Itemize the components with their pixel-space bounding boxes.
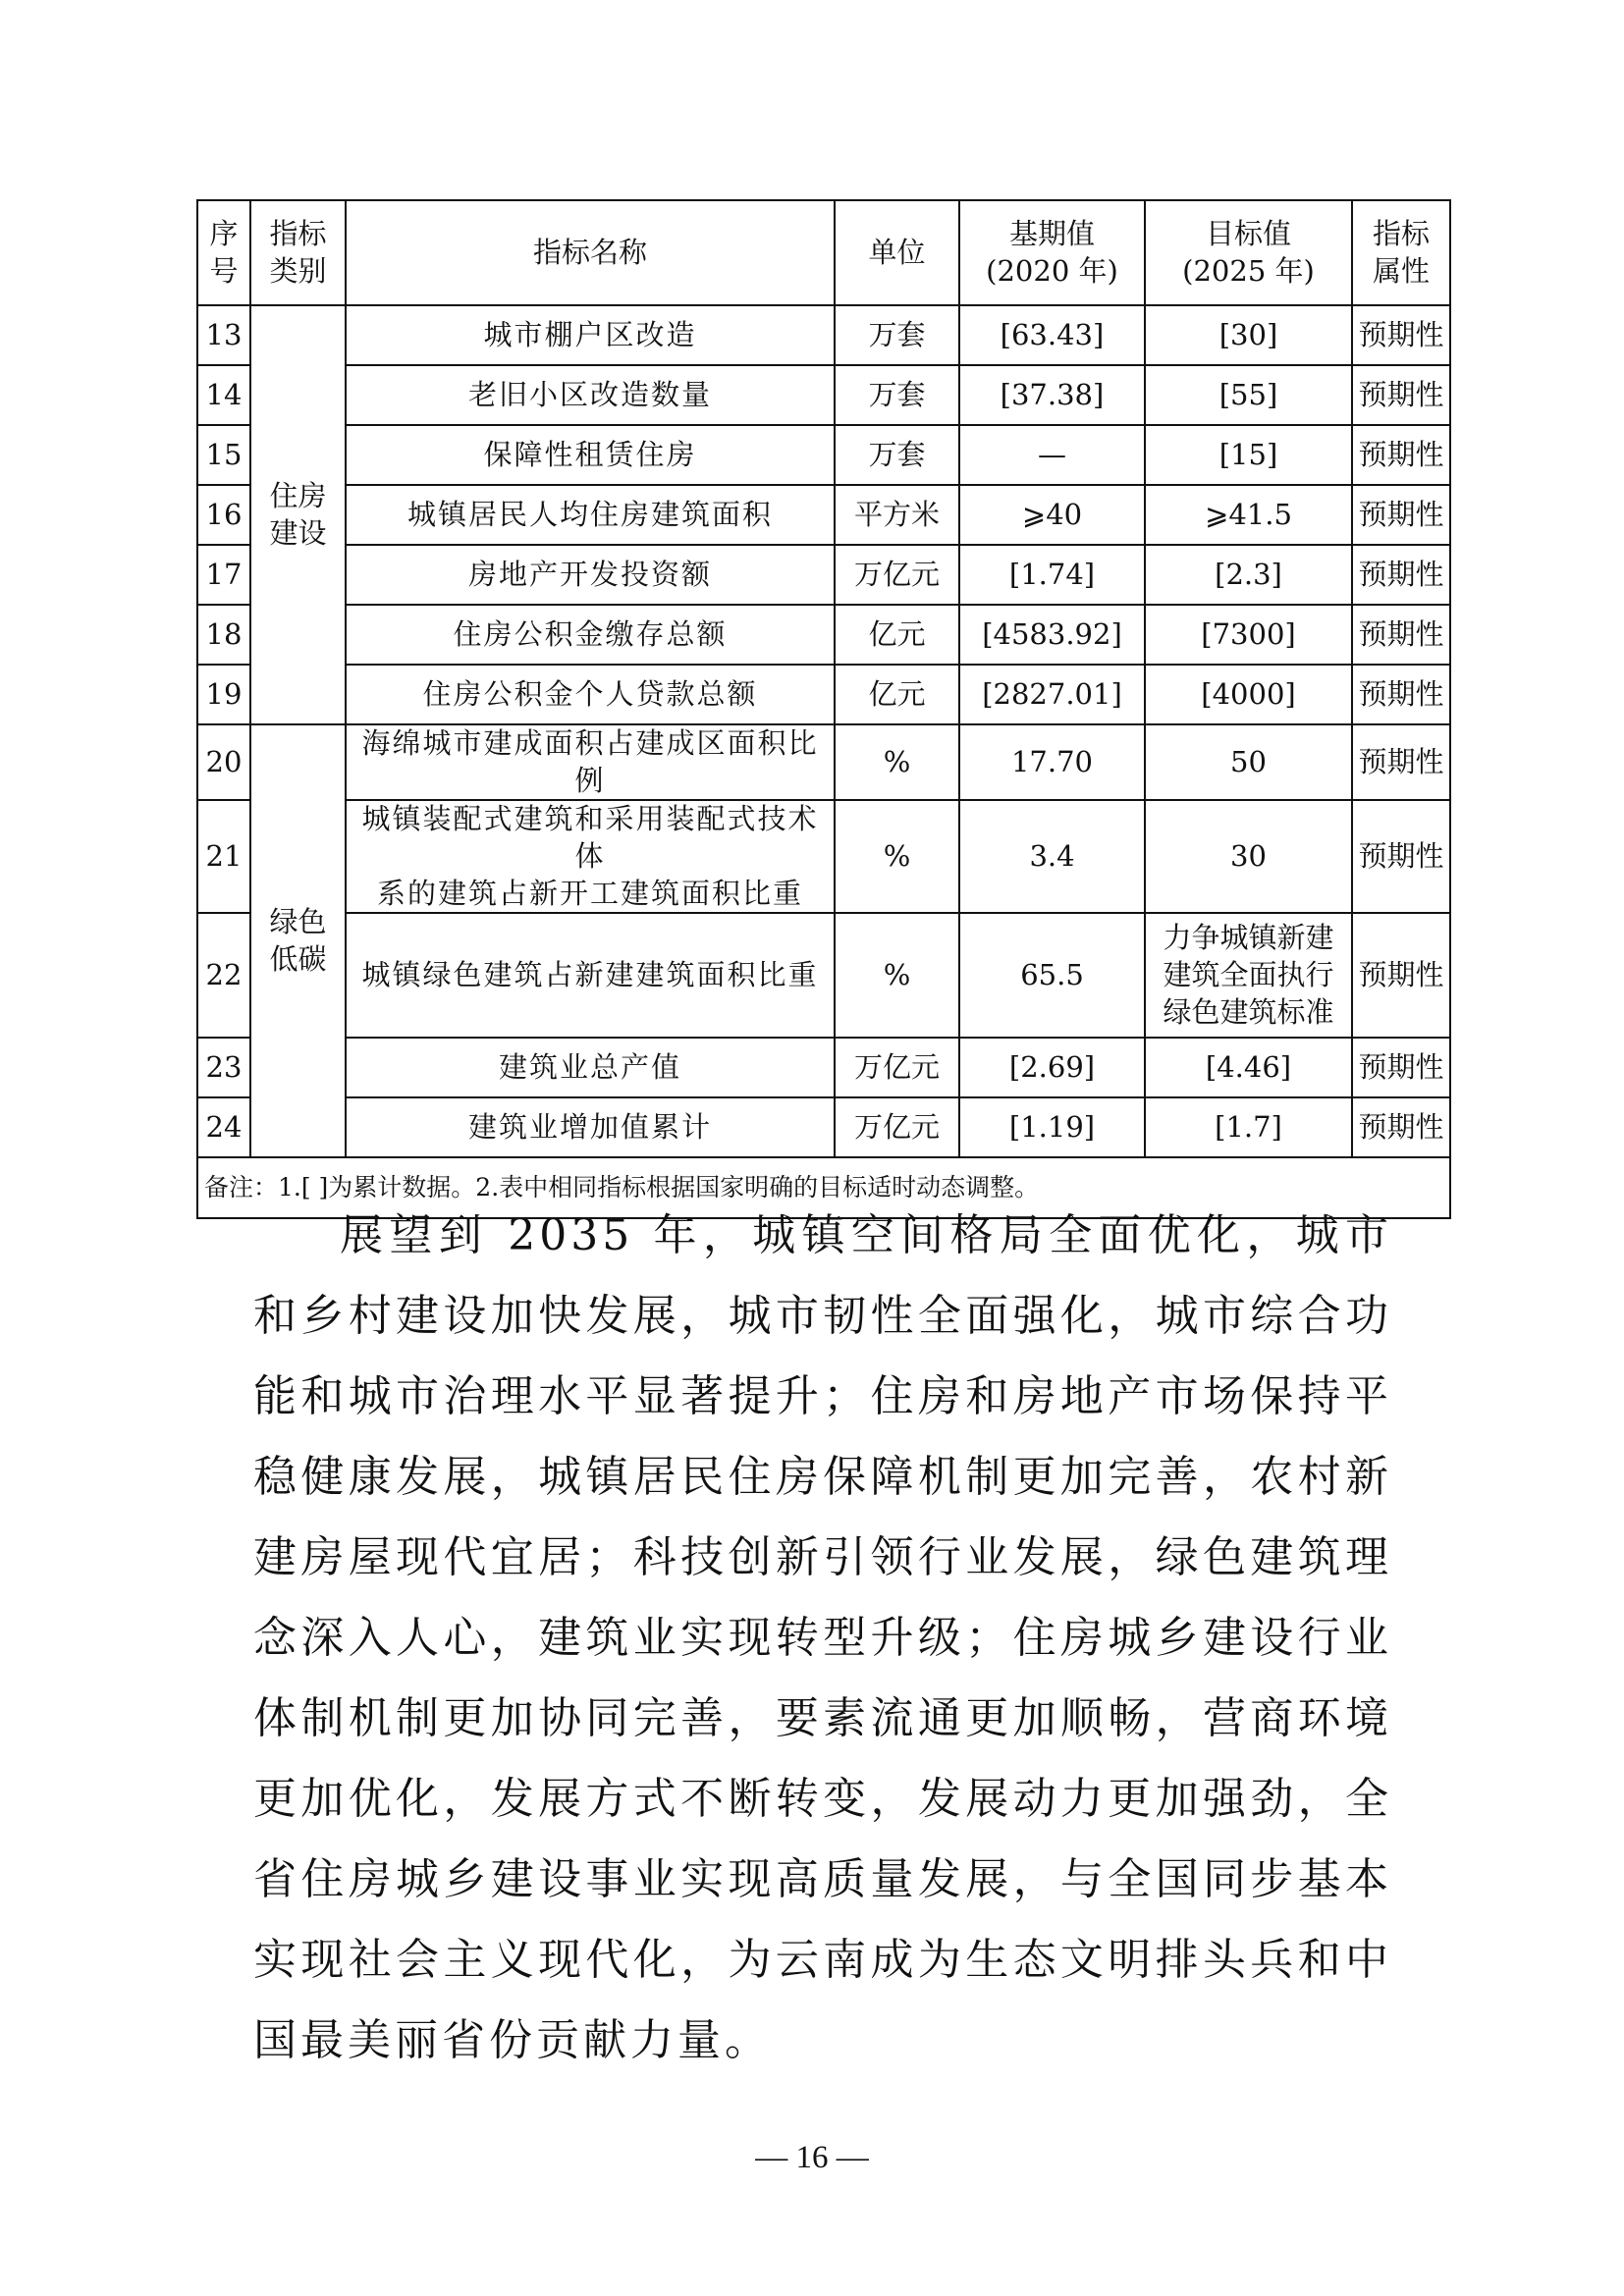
header-category: 指标 类别 bbox=[250, 200, 346, 305]
table-row bbox=[197, 545, 1450, 605]
cell-attribute: 预期性 bbox=[1352, 605, 1450, 665]
header-name: 指标名称 bbox=[346, 200, 835, 305]
cell-indicator-name: 老旧小区改造数量 bbox=[346, 365, 835, 425]
cell-category: 绿色 低碳 bbox=[250, 724, 346, 1157]
cell-base-value: 17.70 bbox=[959, 724, 1145, 800]
cell-attribute: 预期性 bbox=[1352, 1097, 1450, 1157]
table-row bbox=[197, 1097, 1450, 1157]
cell-unit: 亿元 bbox=[835, 605, 959, 665]
cell-attribute: 预期性 bbox=[1352, 800, 1450, 913]
table-row bbox=[197, 913, 1450, 1038]
table-row bbox=[197, 305, 1450, 365]
cell-seq: 16 bbox=[197, 485, 250, 545]
cell-attribute: 预期性 bbox=[1352, 1038, 1450, 1097]
cell-base-value: [2827.01] bbox=[959, 665, 1145, 724]
table-row bbox=[197, 800, 1450, 913]
cell-attribute: 预期性 bbox=[1352, 485, 1450, 545]
cell-indicator-name: 住房公积金缴存总额 bbox=[346, 605, 835, 665]
cell-indicator-name: 建筑业总产值 bbox=[346, 1038, 835, 1097]
page-number: — 16 — bbox=[755, 2140, 869, 2175]
cell-base-value: [1.74] bbox=[959, 545, 1145, 605]
cell-unit: % bbox=[835, 724, 959, 800]
cell-seq: 22 bbox=[197, 913, 250, 1038]
cell-target-value: [15] bbox=[1145, 425, 1352, 485]
cell-attribute: 预期性 bbox=[1352, 665, 1450, 724]
header-unit: 单位 bbox=[835, 200, 959, 305]
cell-indicator-name: 保障性租赁住房 bbox=[346, 425, 835, 485]
cell-target-value: [1.7] bbox=[1145, 1097, 1352, 1157]
cell-seq: 17 bbox=[197, 545, 250, 605]
cell-target-value: 30 bbox=[1145, 800, 1352, 913]
cell-attribute: 预期性 bbox=[1352, 913, 1450, 1038]
cell-target-value: [2.3] bbox=[1145, 545, 1352, 605]
cell-seq: 20 bbox=[197, 724, 250, 800]
cell-attribute: 预期性 bbox=[1352, 425, 1450, 485]
cell-base-value: [37.38] bbox=[959, 365, 1145, 425]
table-row bbox=[197, 1038, 1450, 1097]
cell-attribute: 预期性 bbox=[1352, 724, 1450, 800]
cell-target-value: [4.46] bbox=[1145, 1038, 1352, 1097]
cell-indicator-name: 建筑业增加值累计 bbox=[346, 1097, 835, 1157]
cell-base-value: [2.69] bbox=[959, 1038, 1145, 1097]
cell-seq: 19 bbox=[197, 665, 250, 724]
cell-unit: % bbox=[835, 913, 959, 1038]
cell-indicator-name: 城市棚户区改造 bbox=[346, 305, 835, 365]
table-header-row bbox=[197, 200, 1450, 305]
cell-unit: 万亿元 bbox=[835, 545, 959, 605]
cell-unit: 万亿元 bbox=[835, 1038, 959, 1097]
cell-target-value: ⩾41.5 bbox=[1145, 485, 1352, 545]
table-row bbox=[197, 485, 1450, 545]
cell-target-value: 力争城镇新建 建筑全面执行 绿色建筑标准 bbox=[1145, 913, 1352, 1038]
cell-indicator-name: 海绵城市建成面积占建成区面积比例 bbox=[346, 724, 835, 800]
cell-indicator-name: 城镇绿色建筑占新建建筑面积比重 bbox=[346, 913, 835, 1038]
cell-unit: 平方米 bbox=[835, 485, 959, 545]
body-paragraph: 展望到 2035 年，城镇空间格局全面优化，城市和乡村建设加快发展，城市韧性全面强化，城市综合功能和城市治理水平显著提升；住房和房地产市场保持平稳健康发展，城镇居民住房保障机制更加完善，农村新建房屋现代宜居；科技创新引领行业发展，绿色建筑理念深入人心，建筑业实现转型升级；住房城乡建设行业体制机制更加协同完善，要素流通更加顺畅，营商环境更加优化，发展方式不断转变，发展动力更加强劲，全省住房城乡建设事业实现高质量发展，与全国同步基本实现社会主义现代化，为云南成为生态文明排头兵和中国最美丽省份贡献力量。 bbox=[253, 1210, 1392, 2065]
cell-unit: 万套 bbox=[835, 365, 959, 425]
cell-seq: 13 bbox=[197, 305, 250, 365]
header-attribute: 指标 属性 bbox=[1352, 200, 1450, 305]
cell-base-value: [1.19] bbox=[959, 1097, 1145, 1157]
cell-attribute: 预期性 bbox=[1352, 305, 1450, 365]
cell-attribute: 预期性 bbox=[1352, 545, 1450, 605]
table-row bbox=[197, 365, 1450, 425]
cell-unit: 万套 bbox=[835, 305, 959, 365]
table-row bbox=[197, 724, 1450, 800]
cell-indicator-name: 城镇居民人均住房建筑面积 bbox=[346, 485, 835, 545]
table-row bbox=[197, 665, 1450, 724]
cell-unit: 万套 bbox=[835, 425, 959, 485]
cell-indicator-name: 城镇装配式建筑和采用装配式技术体 系的建筑占新开工建筑面积比重 bbox=[346, 800, 835, 913]
cell-target-value: [30] bbox=[1145, 305, 1352, 365]
cell-base-value: ⩾40 bbox=[959, 485, 1145, 545]
cell-unit: % bbox=[835, 800, 959, 913]
header-target-value: 目标值 (2025 年) bbox=[1145, 200, 1352, 305]
cell-seq: 21 bbox=[197, 800, 250, 913]
cell-indicator-name: 房地产开发投资额 bbox=[346, 545, 835, 605]
cell-target-value: [7300] bbox=[1145, 605, 1352, 665]
cell-target-value: [4000] bbox=[1145, 665, 1352, 724]
cell-base-value: — bbox=[959, 425, 1145, 485]
header-base-value: 基期值 (2020 年) bbox=[959, 200, 1145, 305]
cell-seq: 14 bbox=[197, 365, 250, 425]
table-body bbox=[197, 305, 1450, 1157]
cell-indicator-name: 住房公积金个人贷款总额 bbox=[346, 665, 835, 724]
cell-target-value: [55] bbox=[1145, 365, 1352, 425]
cell-seq: 15 bbox=[197, 425, 250, 485]
cell-base-value: [4583.92] bbox=[959, 605, 1145, 665]
cell-unit: 万亿元 bbox=[835, 1097, 959, 1157]
indicator-table bbox=[196, 199, 1451, 1219]
cell-base-value: [63.43] bbox=[959, 305, 1145, 365]
cell-seq: 23 bbox=[197, 1038, 250, 1097]
cell-category: 住房 建设 bbox=[250, 305, 346, 724]
cell-seq: 18 bbox=[197, 605, 250, 665]
cell-attribute: 预期性 bbox=[1352, 365, 1450, 425]
table-row bbox=[197, 605, 1450, 665]
cell-target-value: 50 bbox=[1145, 724, 1352, 800]
table-note: 备注：1.[ ]为累计数据。2.表中相同指标根据国家明确的目标适时动态调整。 bbox=[197, 1157, 1450, 1218]
header-seq: 序 号 bbox=[197, 200, 250, 305]
cell-seq: 24 bbox=[197, 1097, 250, 1157]
table-row bbox=[197, 425, 1450, 485]
cell-base-value: 65.5 bbox=[959, 913, 1145, 1038]
cell-unit: 亿元 bbox=[835, 665, 959, 724]
cell-base-value: 3.4 bbox=[959, 800, 1145, 913]
